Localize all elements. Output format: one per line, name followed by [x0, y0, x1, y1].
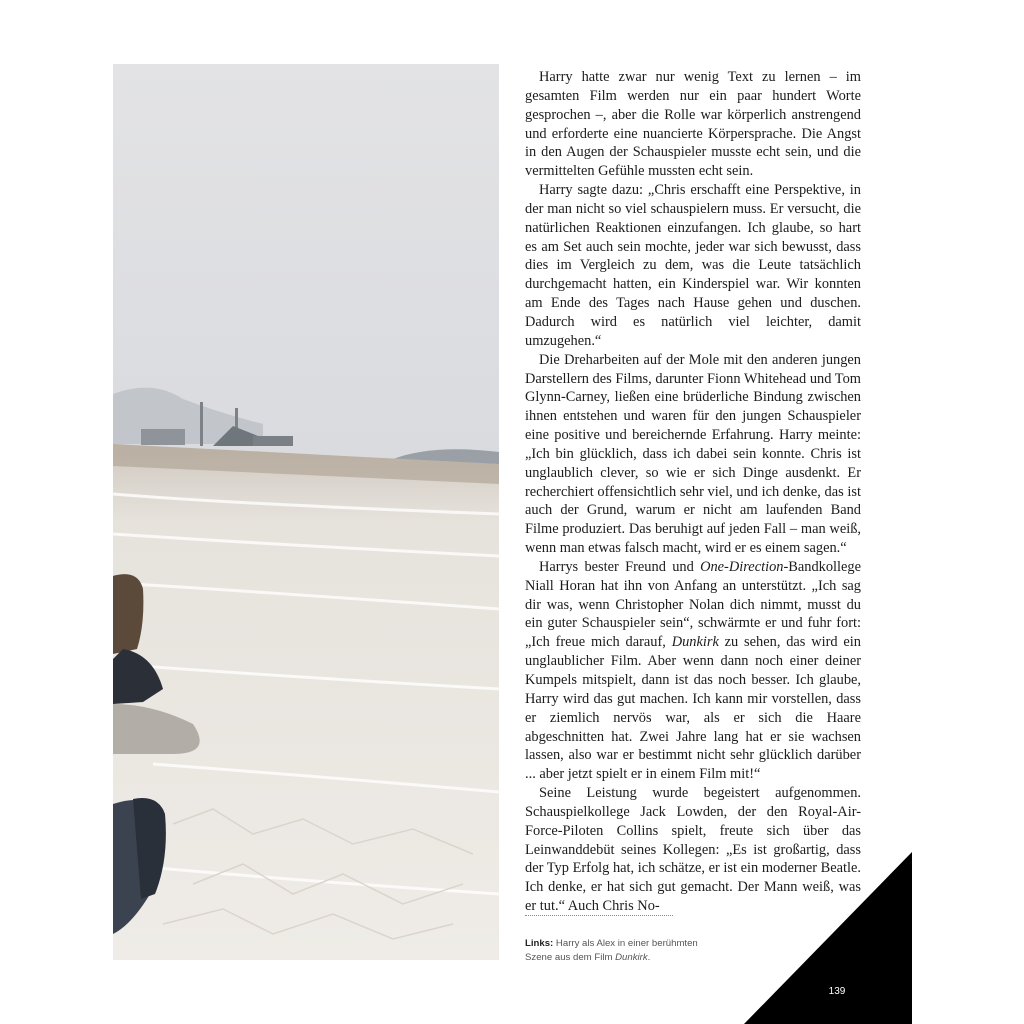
film-title: Dunkirk	[671, 634, 719, 651]
caption-label: Links:	[525, 938, 554, 949]
photo-caption	[525, 937, 725, 965]
paragraph-4	[525, 558, 861, 784]
beach-scene-illustration	[113, 64, 499, 960]
paragraph-1: Harry hatte zwar nur wenig Text zu lernen – im gesamten Film werden nur ein paar hundert Worte gesprochen –, aber die Rolle war körperlich anstrengend und erforderte eine nuancierte Körpersprache. Die Angst in den Augen der Schauspieler musste echt sein, und die vermittelten Gefühle mussten echt sein.	[525, 69, 861, 180]
paragraph-4-part-3: zu sehen, das wird ein unglaublicher Film. Aber wenn dann noch einer deiner Kumpels mitspielt, dann ist das noch besser. Ich glaube, Harry wird das gut machen. Ich kann mir vorstellen, dass er ziemlich nervös war, als er sich die Haare abgeschnitten hat. Zwei Jahre lang hat er sie wachsen lassen, also war er bestimmt nicht sehr glücklich darüber ... aber jetzt spielt er in einem Film mit!“	[525, 634, 861, 783]
article-body	[525, 68, 861, 916]
caption-end: .	[647, 952, 651, 963]
band-name: One-Direction	[700, 558, 784, 575]
caption-text: Harry als Alex in einer berühmten Szene aus dem Film	[525, 938, 698, 963]
paragraph-2: Harry sagte dazu: „Chris erschafft eine Perspektive, in der man nicht so viel schauspielern muss. Er versucht, die natürlichen Reaktionen einzufangen. Ich glaube, so hart es am Set auch sein mochte, jeder war sich bewusst, dass dies im Vergleich zu dem, was die Leute tatsächlich durchgemacht hatten, ein Kinderspiel war. Wir konnten am Ende des Tages nach Hause gehen und duschen. Dadurch wird es natürlich viel leichter, damit umzugehen.“	[525, 182, 861, 349]
paragraph-4-part-1: Harrys bester Freund und	[539, 558, 701, 575]
page-number: 139	[828, 986, 846, 997]
corner-triangle	[744, 852, 912, 1024]
paragraph-4-part-2: -Bandkollege Niall Horan hat ihn von Anfang an unterstützt. „Ich sag dir was, wenn Christopher Nolan dich nimmt, musst du ein guter Schauspieler sein“, schwärmte er und fuhr fort: „Ich freue mich darauf,	[525, 558, 861, 651]
caption-divider	[525, 915, 673, 916]
caption-film-title: Dunkirk	[615, 952, 648, 963]
film-still-photo	[113, 64, 499, 960]
paragraph-3: Die Dreharbeiten auf der Mole mit den anderen jungen Darstellern des Films, darunter Fionn Whitehead und Tom Glynn-Carney, ließen eine brüderliche Bindung zwischen ihnen entstehen und waren für den jungen Schauspieler eine positive und bereichernde Erfahrung. Harry meinte: „Ich bin glücklich, dass ich dabei sein konnte. Chris ist unglaublich clever, so wie er sich Dinge ausdenkt. Er recherchiert offensichtlich sehr viel, und ich denke, das ist auch der Grund, warum er nicht am laufenden Band Filme produziert. Das beruhigt auf jeden Fall – man weiß, wenn man etwas falsch macht, wird er es einem sagen.“	[525, 351, 861, 557]
paragraph-5: Seine Leistung wurde begeistert aufgenommen. Schauspielkollege Jack Lowden, der den Royal-Air-Force-Piloten Collins spielt, freute sich über das Leinwanddebüt seines Kollegen: „Es ist großartig, dass der Typ Erfolg hat, ich schätze, er ist ein moderner Beatle. Ich denke, er hat sich gut gemacht. Der Mann weiß, was er tut.“ Auch Chris No-	[525, 785, 861, 915]
